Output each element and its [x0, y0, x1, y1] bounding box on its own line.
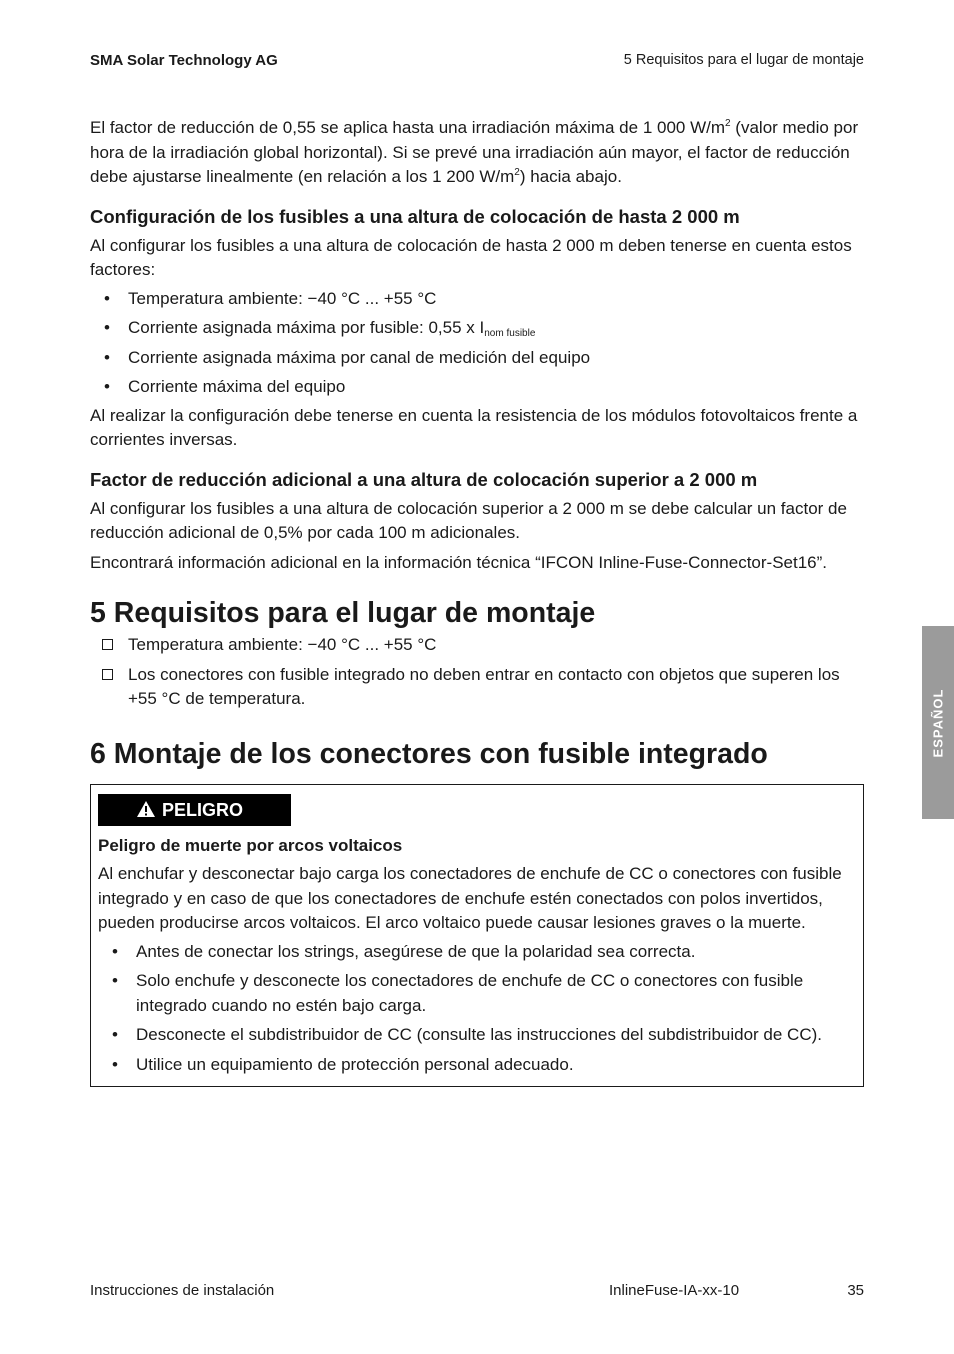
fuses-heading: Configuración de los fusibles a una altura de colocación de hasta 2 000 m: [90, 205, 740, 227]
header-section: 5 Requisitos para el lugar de montaje: [623, 52, 864, 68]
footer-doc-type: Instrucciones de instalación: [90, 1282, 275, 1299]
checklist-item: Temperatura ambiente: −40 °C ... +55 °C: [90, 633, 864, 658]
list-item: • Corriente asignada máxima por canal de medición del equipo: [104, 347, 591, 367]
fuses-intro: Al configurar los fusibles a una altura de colocación de hasta 2 000 m deben tenerse en cuenta estos factores:: [90, 235, 852, 279]
list-item: • Solo enchufe y desconecte los conectadores de enchufe de CC o conectores con fusible integrado cuando no estén bajo carga.: [112, 971, 804, 1015]
checkbox-icon: [102, 669, 113, 680]
list-item: • Utilice un equipamiento de protección personal adecuado.: [112, 1054, 574, 1074]
danger-label: PELIGRO: [98, 794, 291, 826]
fuses-outro: Al realizar la configuración debe tenerse en cuenta la resistencia de los módulos fotovoltaicos frente a corrientes inversas.: [90, 405, 858, 449]
chapter-5-checklist: [90, 633, 864, 712]
warning-triangle-icon: [136, 800, 156, 818]
footer-doc-code: InlineFuse-IA-xx-10: [609, 1282, 740, 1299]
language-label: ESPAÑOL: [930, 688, 946, 757]
chapter-5-heading: 5 Requisitos para el lugar de montaje: [90, 597, 596, 629]
danger-list: [98, 940, 856, 1078]
page-content: [90, 116, 864, 1087]
list-item: • Desconecte el subdistribuidor de CC (consulte las instrucciones del subdistribuidor de CC).: [112, 1025, 822, 1044]
checkbox-icon: [102, 639, 113, 650]
danger-title: Peligro de muerte por arcos voltaicos: [98, 835, 403, 855]
list-item: • Corriente máxima del equipo: [104, 377, 346, 396]
checklist-item: Los conectores con fusible integrado no deben entrar en contacto con objetos que superen los +55 °C de temperatura.: [90, 663, 864, 712]
danger-text: Al enchufar y desconectar bajo carga los conectadores de enchufe de CC o conectores con fusible integrado y en caso de que los conectadores de enchufe estén conectados con polos invertidos, pueden producirse arcos voltaicos. El arco voltaico puede causar lesiones graves o la muerte.: [98, 864, 842, 932]
danger-notice: [90, 784, 864, 1088]
header-company: SMA Solar Technology AG: [90, 52, 278, 69]
language-tab: [922, 626, 954, 819]
factor-paragraph-1: Al configurar los fusibles a una altura de colocación superior a 2 000 m se debe calcular un factor de reducción adicional de 0,5% por cada 100 m adicionales.: [90, 498, 847, 542]
list-item: • Corriente asignada máxima por fusible: 0,55 x $I_{nom fusible}$: [104, 318, 536, 339]
intro-paragraph: El factor de reducción de 0,55 se aplica hasta una irradiación máxima de 1 000 $W/m^2$ (valor medio por hora de la irradiación global horizontal). Si se prevé una irradiación aún mayor, el factor de reducción debe ajustarse linealmente (en relación a los 1 200 $W/m^2$) hacia abajo.: [90, 118, 859, 186]
list-item: • Antes de conectar los strings, asegúrese de que la polaridad sea correcta.: [112, 941, 696, 961]
factor-heading: Factor de reducción adicional a una altura de colocación superior a 2 000 m: [90, 468, 758, 490]
page-number: 35: [847, 1282, 864, 1299]
factor-paragraph-2: Encontrará información adicional en la información técnica “IFCON Inline-Fuse-Connector-Set16”.: [90, 552, 828, 572]
chapter-6-heading: 6 Montaje de los conectores con fusible integrado: [90, 737, 768, 770]
fuses-list: [90, 287, 864, 400]
list-item: • Temperatura ambiente: −40 °C ... +55 °C: [104, 288, 437, 308]
